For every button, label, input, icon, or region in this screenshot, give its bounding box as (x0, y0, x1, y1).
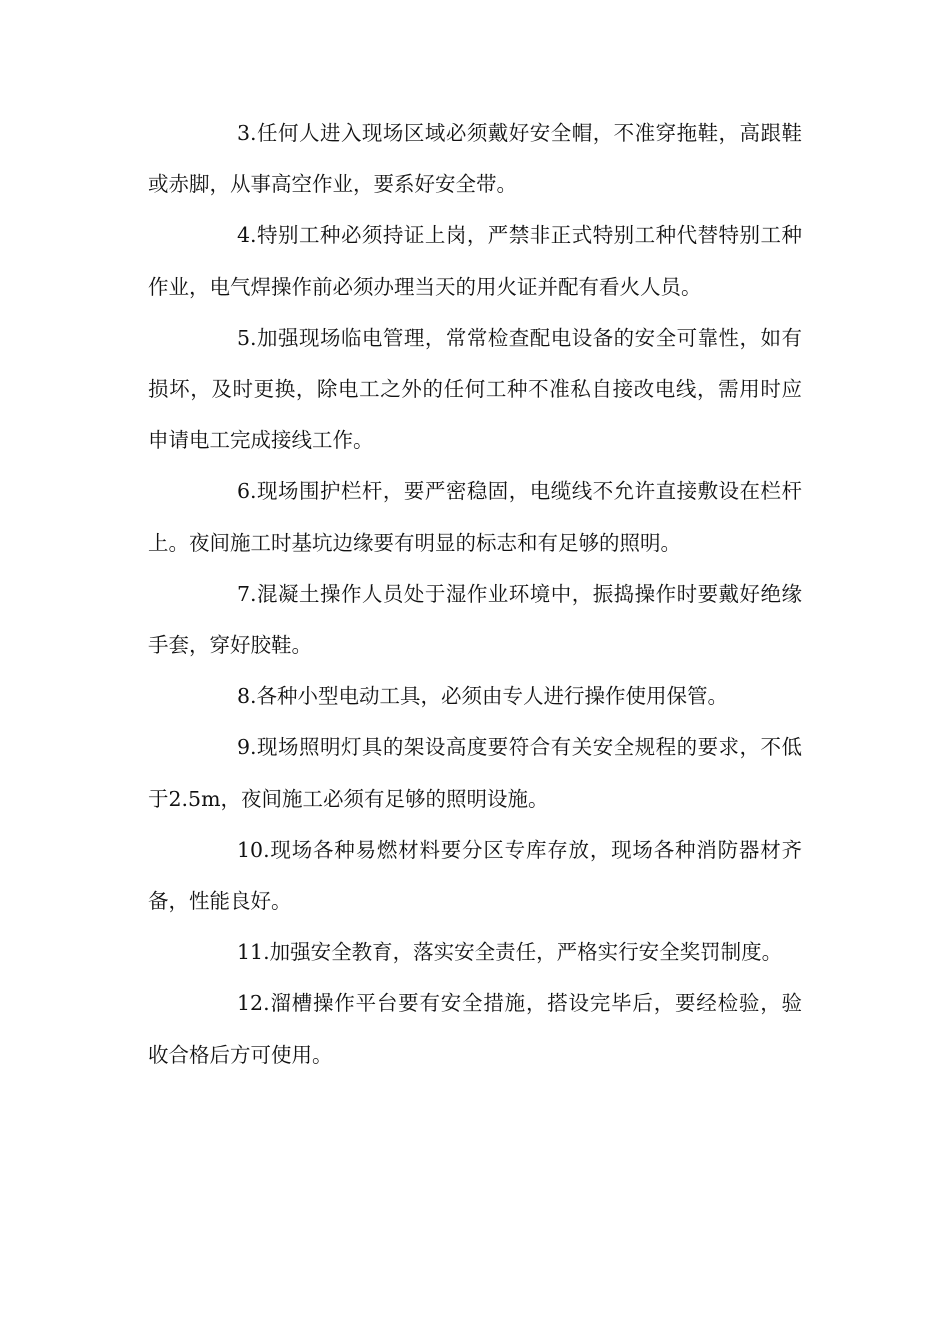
paragraph-item-3: 3.任何人进入现场区域必须戴好安全帽，不准穿拖鞋，高跟鞋或赤脚，从事高空作业，要系好安全带。 (148, 121, 802, 197)
document-page (148, 108, 802, 1081)
paragraph-item-11: 11.加强安全教育，落实安全责任，严格实行安全奖罚制度。 (237, 940, 783, 965)
paragraph-item-5: 5.加强现场临电管理，常常检查配电设备的安全可靠性，如有损坏，及时更换，除电工之外的任何工种不准私自接改电线，需用时应申请电工完成接线工作。 (148, 325, 802, 453)
paragraph-item-9: 9.现场照明灯具的架设高度要符合有关安全规程的要求，不低于2.5m，夜间施工必须有足够的照明设施。 (148, 735, 802, 811)
paragraph-item-6: 6.现场围护栏杆，要严密稳固，电缆线不允许直接敷设在栏杆上。夜间施工时基坑边缘要有明显的标志和有足够的照明。 (148, 479, 802, 555)
paragraph-item-8: 8.各种小型电动工具，必须由专人进行操作使用保管。 (237, 684, 729, 709)
paragraph-item-7: 7.混凝土操作人员处于湿作业环境中，振捣操作时要戴好绝缘手套，穿好胶鞋。 (148, 581, 802, 658)
paragraph-item-12: 12.溜槽操作平台要有安全措施，搭设完毕后，要经检验，验收合格后方可使用。 (148, 991, 802, 1067)
paragraph-item-4: 4.特别工种必须持证上岗，严禁非正式特别工种代替特别工种作业，电气焊操作前必须办理当天的用火证并配有看火人员。 (148, 223, 802, 299)
paragraph-item-10: 10.现场各种易燃材料要分区专库存放，现场各种消防器材齐备，性能良好。 (148, 837, 802, 914)
